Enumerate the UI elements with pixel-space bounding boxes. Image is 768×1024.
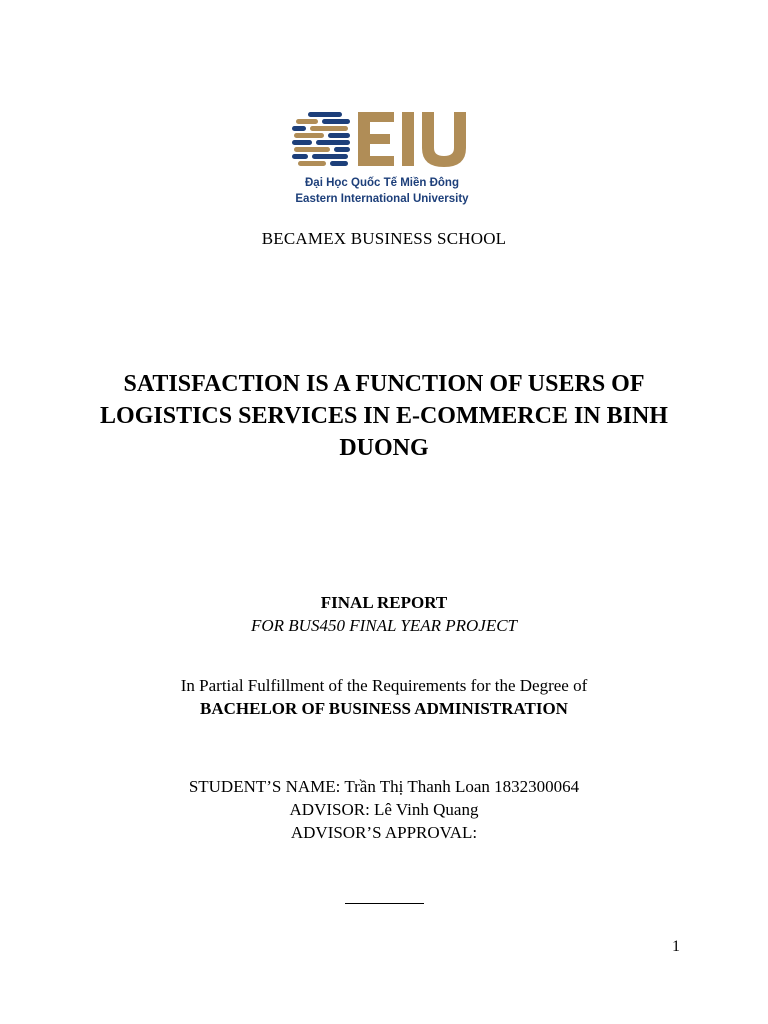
report-subheading: FOR BUS450 FINAL YEAR PROJECT: [251, 616, 517, 635]
report-heading: FINAL REPORT: [320, 593, 448, 612]
advisor-approval: ADVISOR’S APPROVAL:: [290, 823, 478, 842]
report-title: SATISFACTION IS A FUNCTION OF USERS OF LOGISTICS SERVICES IN E-COMMERCE IN BINH DUONG: [100, 371, 668, 461]
page-number: 1: [672, 938, 680, 955]
advisor-name: ADVISOR: Lê Vinh Quang: [289, 800, 479, 819]
logo-vietnamese-name: Đại Học Quốc Tế Miền Đông: [305, 177, 459, 189]
eiu-stripes-emblem: [292, 112, 352, 170]
signature-line: [345, 903, 424, 904]
degree-name: BACHELOR OF BUSINESS ADMINISTRATION: [200, 699, 568, 718]
fulfillment-statement: In Partial Fulfillment of the Requirements for the Degree of: [180, 676, 588, 695]
eiu-wordmark: [354, 108, 470, 170]
student-name: STUDENT’S NAME: Trần Thị Thanh Loan 1832300064: [188, 777, 580, 796]
logo-english-name: Eastern International University: [295, 193, 469, 205]
university-logo: [292, 108, 472, 210]
school-name: BECAMEX BUSINESS SCHOOL: [261, 229, 507, 248]
